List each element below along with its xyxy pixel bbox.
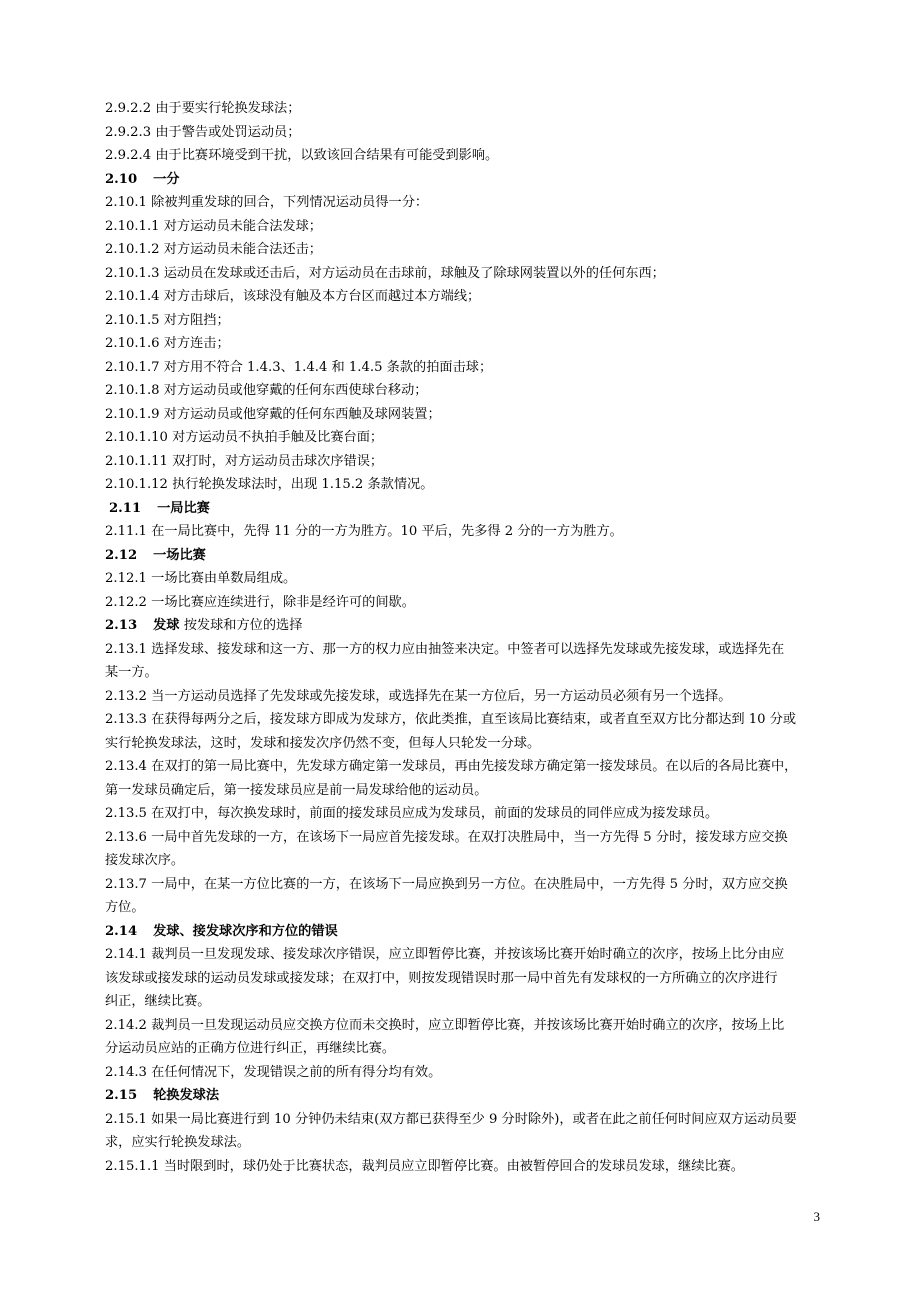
text-line: 2.10.1.8 对方运动员或他穿戴的任何东西使球台移动； bbox=[105, 383, 428, 398]
section-title: 发球 bbox=[153, 618, 180, 633]
text-line: 2.9.2.4 由于比赛环境受到干扰，以致该回合结果有可能受到影响。 bbox=[105, 148, 499, 163]
text-line: 2.10.1.12 执行轮换发球法时，出现 1.15.2 条款情况。 bbox=[105, 477, 434, 492]
text-line: 2.12.1 一场比赛由单数局组成。 bbox=[105, 571, 297, 586]
text-line: 实行轮换发球法，这时，发球和接发次序仍然不变，但每人只轮发一分球。 bbox=[105, 735, 541, 751]
text-line: 2.14.3 在任何情况下，发现错误之前的所有得分均有效。 bbox=[105, 1064, 442, 1080]
text-line: 求，应实行轮换发球法。 bbox=[105, 1135, 251, 1150]
text-line: 2.10.1.10 对方运动员不执拍手触及比赛台面； bbox=[105, 430, 384, 445]
document-body bbox=[105, 97, 825, 1178]
section-heading bbox=[105, 614, 825, 638]
page-number: 3 bbox=[813, 1209, 820, 1224]
section-title: 一局比赛 bbox=[157, 500, 210, 516]
text-line: 接发球次序。 bbox=[105, 853, 185, 868]
text-line: 2.15.1 如果一局比赛进行到 10 分钟仍未结束(双方都已获得至少 9 分时除外)，或者在此之前任何时间应双方运动员要 bbox=[105, 1111, 797, 1127]
section-heading bbox=[105, 168, 825, 192]
section-title: 一场比赛 bbox=[153, 547, 206, 563]
text-line: 2.10.1.9 对方运动员或他穿戴的任何东西触及球网装置； bbox=[105, 406, 441, 422]
text-line: 2.12.2 一场比赛应连续进行，除非是经许可的间歇。 bbox=[105, 594, 415, 610]
text-line: 2.13.2 当一方运动员选择了先发球或先接发球，或选择先在某一方位后，另一方运动员必须有另一个选择。 bbox=[105, 688, 732, 704]
text-line: 2.10.1.7 对方用不符合 1.4.3、1.4.4 和 1.4.5 条款的拍面击球； bbox=[105, 359, 493, 375]
text-line: 2.15.1.1 当时限到时，球仍处于比赛状态，裁判员应立即暂停比赛。由被暂停回合的发球员发球，继续比赛。 bbox=[105, 1158, 744, 1174]
section-number: 2.13 bbox=[105, 618, 138, 633]
text-line: 2.14.2 裁判员一旦发现运动员应交换方位而未交换时，应立即暂停比赛，并按该场比赛开始时确立的次序，按场上比 bbox=[105, 1017, 785, 1033]
text-line: 第一发球员确定后，第一接发球员应是前一局发球给他的运动员。 bbox=[105, 782, 488, 798]
text-line: 2.13.1 选择发球、接发球和这一方、那一方的权力应由抽签来决定。中签者可以选择先发球或先接发球，或选择先在 bbox=[105, 641, 785, 657]
section-title: 轮换发球法 bbox=[153, 1088, 220, 1103]
text-line: 2.13.3 在获得每两分之后，接发球方即成为发球方，依此类推，直至该局比赛结束，或者直至双方比分都达到 10 分或 bbox=[105, 712, 797, 727]
section-title: 发球、接发球次序和方位的错误 bbox=[153, 923, 338, 939]
text-line: 2.13.7 一局中，在某一方位比赛的一方，在该场下一局应换到另一方位。在决胜局中，一方先得 5 分时，双方应交换 bbox=[105, 876, 788, 892]
text-line: 2.10.1.1 对方运动员未能合法发球； bbox=[105, 218, 322, 234]
text-line: 2.10.1.6 对方连击； bbox=[105, 336, 230, 351]
section-number: 2.12 bbox=[105, 547, 138, 563]
section-subtitle: 按发球和方位的选择 bbox=[179, 618, 303, 633]
section-title: 一分 bbox=[153, 171, 180, 187]
text-line: 2.14.1 裁判员一旦发现发球、接发球次序错误，应立即暂停比赛，并按该场比赛开始时确立的次序，按场上比分由应 bbox=[105, 947, 785, 962]
section-number: 2.10 bbox=[105, 171, 138, 187]
text-line: 该发球或接发球的运动员发球或接发球；在双打中，则按发现错误时那一局中首先有发球权的一方所确立的次序进行 bbox=[105, 970, 778, 986]
section-number: 2.11 bbox=[109, 500, 142, 516]
text-line: 2.10.1.4 对方击球后，该球没有触及本方台区而越过本方端线； bbox=[105, 289, 481, 304]
text-line: 2.10.1 除被判重发球的回合，下列情况运动员得一分： bbox=[105, 195, 429, 210]
text-line: 2.9.2.3 由于警告或处罚运动员； bbox=[105, 124, 301, 140]
text-line: 方位。 bbox=[105, 900, 145, 915]
text-line: 2.13.6 一局中首先发球的一方，在该场下一局应首先接发球。在双打决胜局中，当一方先得 5 分时，接发球方应交换 bbox=[105, 829, 788, 845]
section-heading bbox=[105, 497, 825, 521]
text-line: 2.10.1.2 对方运动员未能合法还击； bbox=[105, 242, 322, 257]
section-heading bbox=[105, 544, 825, 568]
section-number: 2.14 bbox=[105, 923, 138, 939]
text-line: 纠正，继续比赛。 bbox=[105, 994, 211, 1009]
section-heading bbox=[105, 1084, 825, 1108]
text-line: 2.13.5 在双打中，每次换发球时，前面的接发球员应成为发球员，前面的发球员的同伴应成为接发球员。 bbox=[105, 806, 719, 821]
text-line: 2.11.1 在一局比赛中，先得 11 分的一方为胜方。10 平后，先多得 2 分的一方为胜方。 bbox=[105, 524, 623, 539]
text-line: 2.9.2.2 由于要实行轮换发球法； bbox=[105, 101, 301, 116]
text-line: 2.10.1.5 对方阻挡； bbox=[105, 312, 230, 328]
text-line: 某一方。 bbox=[105, 665, 158, 680]
text-line: 2.13.4 在双打的第一局比赛中，先发球方确定第一发球员，再由先接发球方确定第一接发球员。在以后的各局比赛中， bbox=[105, 759, 798, 774]
text-line: 分运动员应站的正确方位进行纠正，再继续比赛。 bbox=[105, 1041, 396, 1056]
section-heading bbox=[105, 920, 825, 944]
text-line: 2.10.1.11 双打时，对方运动员击球次序错误； bbox=[105, 453, 384, 469]
section-number: 2.15 bbox=[105, 1088, 138, 1103]
text-line: 2.10.1.3 运动员在发球或还击后，对方运动员在击球前，球触及了除球网装置以外的任何东西； bbox=[105, 265, 665, 281]
